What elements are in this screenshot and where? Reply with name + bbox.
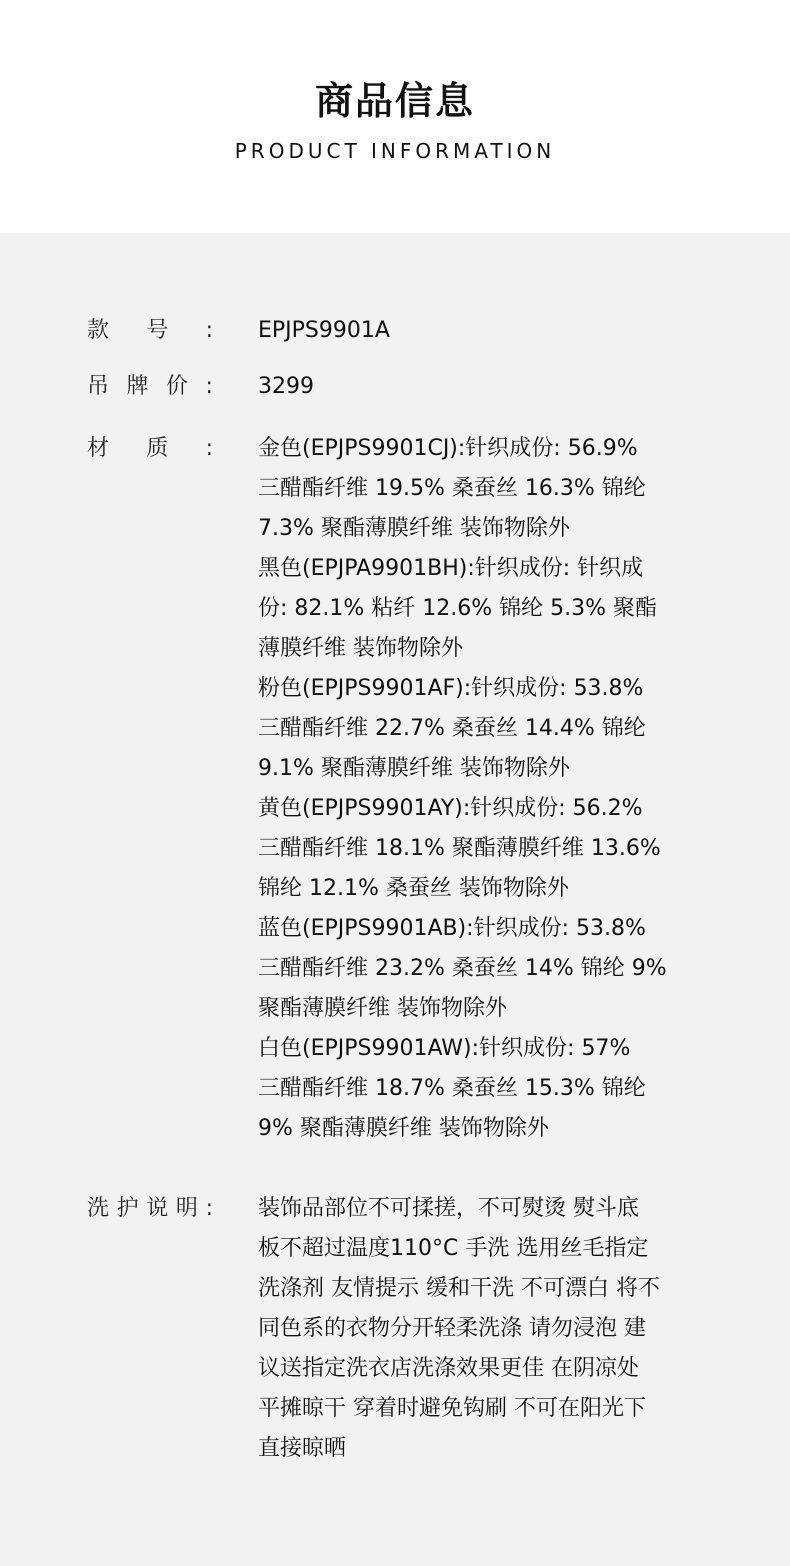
material-line: 三醋酯纤维 23.2% 桑蚕丝 14% 锦纶 9% bbox=[258, 956, 667, 981]
care-instructions-label bbox=[87, 1189, 213, 1229]
label-char: : bbox=[205, 1196, 213, 1221]
material-line: 黑色(EPJPA9901BH):针织成份: 针织成 bbox=[258, 556, 644, 581]
label-char: 护 bbox=[116, 1196, 139, 1221]
material-line: 金色(EPJPS9901CJ):针织成份: 56.9% bbox=[258, 436, 638, 461]
value-line: 3299 bbox=[258, 374, 314, 399]
title-chinese: 商品信息 bbox=[314, 79, 475, 123]
label-char: : bbox=[205, 436, 213, 461]
label-char: 牌 bbox=[126, 374, 149, 399]
material-line: 7.3% 聚酯薄膜纤维 装饰物除外 bbox=[258, 516, 570, 541]
material-line: 9.1% 聚酯薄膜纤维 装饰物除外 bbox=[258, 756, 570, 781]
material-line: 黄色(EPJPS9901AY):针织成份: 56.2% bbox=[258, 796, 643, 821]
material-line: 三醋酯纤维 18.1% 聚酯薄膜纤维 13.6% bbox=[258, 836, 661, 861]
material-line: 三醋酯纤维 22.7% 桑蚕丝 14.4% 锦纶 bbox=[258, 716, 646, 741]
care-line: 板不超过温度110°C 手洗 选用丝毛指定 bbox=[258, 1236, 649, 1261]
page-header bbox=[0, 0, 790, 233]
care-line: 议送指定洗衣店洗涤效果更佳 在阴凉处 bbox=[258, 1356, 639, 1381]
tag-price-value bbox=[258, 367, 718, 407]
label-char: : bbox=[205, 318, 213, 343]
title-english: PRODUCT INFORMATION bbox=[234, 139, 556, 163]
value-line: EPJPS9901A bbox=[258, 318, 390, 343]
material-line: 聚酯薄膜纤维 装饰物除外 bbox=[258, 996, 507, 1021]
care-line: 同色系的衣物分开轻柔洗涤 请勿浸泡 建 bbox=[258, 1316, 646, 1341]
material-line: 蓝色(EPJPS9901AB):针织成份: 53.8% bbox=[258, 916, 646, 941]
material-line: 白色(EPJPS9901AW):针织成份: 57% bbox=[258, 1036, 631, 1061]
style-number-value bbox=[258, 311, 718, 351]
material-line: 锦纶 12.1% 桑蚕丝 装饰物除外 bbox=[258, 876, 569, 901]
label-char: : bbox=[205, 374, 213, 399]
material-line: 9% 聚酯薄膜纤维 装饰物除外 bbox=[258, 1116, 549, 1141]
style-number-label bbox=[87, 311, 213, 351]
material-line: 份: 82.1% 粘纤 12.6% 锦纶 5.3% 聚酯 bbox=[258, 596, 658, 621]
tag-price-label bbox=[87, 367, 213, 407]
label-char: 质 bbox=[146, 436, 169, 461]
label-char: 洗 bbox=[87, 1196, 110, 1221]
care-instructions-value bbox=[258, 1189, 718, 1469]
material-value bbox=[258, 429, 718, 1149]
material-line: 粉色(EPJPS9901AF):针织成份: 53.8% bbox=[258, 676, 644, 701]
care-line: 直接晾晒 bbox=[258, 1436, 347, 1461]
care-line: 平摊晾干 穿着时避免钩刷 不可在阳光下 bbox=[258, 1396, 646, 1421]
material-line: 三醋酯纤维 19.5% 桑蚕丝 16.3% 锦纶 bbox=[258, 476, 646, 501]
material-label bbox=[87, 429, 213, 469]
care-line: 装饰品部位不可揉搓，不可熨烫 熨斗底 bbox=[258, 1196, 639, 1221]
label-char: 号 bbox=[146, 318, 169, 343]
label-char: 款 bbox=[87, 318, 110, 343]
product-info-panel bbox=[0, 233, 790, 1566]
label-char: 说 bbox=[146, 1196, 169, 1221]
material-line: 三醋酯纤维 18.7% 桑蚕丝 15.3% 锦纶 bbox=[258, 1076, 646, 1101]
material-line: 薄膜纤维 装饰物除外 bbox=[258, 636, 463, 661]
care-line: 洗涤剂 友情提示 缓和干洗 不可漂白 将不 bbox=[258, 1276, 660, 1301]
label-char: 材 bbox=[87, 436, 110, 461]
label-char: 明 bbox=[175, 1196, 198, 1221]
label-char: 吊 bbox=[87, 374, 110, 399]
label-char: 价 bbox=[166, 374, 189, 399]
